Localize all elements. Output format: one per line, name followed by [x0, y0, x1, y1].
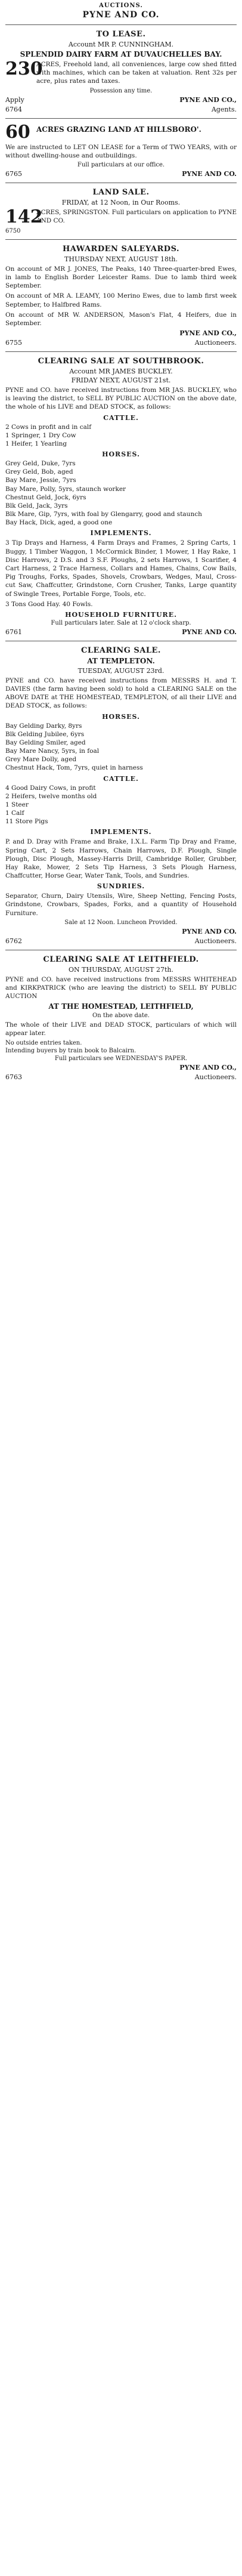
ad-signature	[5, 628, 237, 636]
ad-to-lease	[5, 30, 237, 113]
auction-column	[2, 0, 240, 1087]
ad-body: ACRES, SPRINGSTON. Full particulars on application to PYNE AND CO.	[36, 208, 237, 225]
list-item: Bay Mare, Polly, 5yrs, staunch worker	[5, 485, 126, 493]
ad-code: 6761	[5, 628, 22, 636]
ad-title: ACRES GRAZING LAND AT HILLSBORO'.	[36, 125, 201, 134]
ad-account: Account MR JAMES BUCKLEY.	[69, 367, 173, 376]
ad-subheading: AT TEMPLETON.	[87, 656, 155, 665]
ad-heading: HAWARDEN SALEYARDS.	[62, 244, 180, 254]
section-title: HORSES.	[102, 712, 140, 721]
ad-heading: CLEARING SALE.	[81, 645, 161, 655]
ad-full-particulars: Full particulars see WEDNESDAY'S PAPER.	[54, 1055, 188, 1062]
ad-role: Auctioneers.	[194, 1073, 237, 1081]
ad-code: 6755	[5, 339, 22, 347]
ad-possession: Possession any time.	[89, 87, 153, 94]
ad-place: AT THE HOMESTEAD, LEITHFIELD,	[48, 1002, 194, 1011]
ad-intro: PYNE and CO. have received instructions from MESSRS WHITEHEAD and KIRKPATRICK (who are leaving the district) to SELL BY PUBLIC AUCTION	[5, 975, 237, 1000]
ad-heading: TO LEASE.	[96, 30, 146, 39]
divider	[5, 24, 237, 25]
ad-extra: 3 Tons Good Hay. 40 Fowls.	[5, 600, 93, 608]
divider	[5, 118, 237, 119]
ad-date: TUESDAY, AUGUST 23rd.	[77, 666, 165, 675]
list-item: 2 Cows in profit and in calf	[5, 423, 92, 431]
list-item: Bay Mare, Jessie, 7yrs	[5, 477, 76, 484]
ad-date: ON THURSDAY, AUGUST 27th.	[69, 965, 173, 974]
ad-signature	[5, 1064, 237, 1071]
ad-line: On account of MR J. JONES, The Peaks, 140 Three-quarter-bred Ewes, in lamb to English Border Leicester Rams. Due to lamb third week September.	[5, 265, 237, 290]
acreage-row	[5, 208, 237, 226]
acreage-number: 60	[5, 121, 30, 143]
list-item: Grey Mare Dolly, aged	[5, 756, 77, 764]
ad-role: Agents.	[211, 105, 237, 113]
ad-heading: LAND SALE.	[92, 187, 150, 197]
list-item: Chestnut Hack, Tom, 7yrs, quiet in harness	[5, 764, 143, 772]
ad-signature	[5, 170, 237, 178]
list-item: Chestnut Geld, Jock, 6yrs	[5, 493, 86, 501]
list-item: Bay Gelding Darky, 8yrs	[5, 722, 82, 730]
list-item: Bay Hack, Dick, aged, a good one	[5, 519, 113, 527]
apply-label: Apply	[5, 95, 24, 104]
acreage-number: 142	[5, 206, 43, 227]
firm-name: PYNE AND CO.,	[179, 329, 237, 338]
ad-place-line: On the above date.	[92, 1012, 150, 1020]
list-item: 1 Heifer, 1 Yearling	[5, 440, 67, 447]
section-title: HOUSEHOLD FURNITURE.	[65, 610, 177, 619]
list-item: Bay Gelding Smiler, aged	[5, 739, 86, 746]
implements-list: P. and D. Dray with Frame and Brake, I.X.L. Farm Tip Dray and Frame, Spring Cart, 2 Sets Harrows, Chain Harrows, D.F. Plough, Single Plough, Disc Plough, Massey-Harris Drill, Cambridge Roller, Grubber, Hay Rake, Mower, 2 Sets Tip Harness, 3 Sets Plough Harness, Chaffcutter, Horse Gear, Water Tank, Tools, and Sundries.	[5, 838, 237, 880]
ad-code: 6750	[5, 227, 21, 234]
ad-footer	[5, 937, 237, 945]
firm-name: PYNE AND CO.,	[179, 1063, 237, 1071]
ad-signature	[5, 928, 237, 935]
ad-account: Account MR P. CUNNINGHAM.	[68, 41, 174, 48]
ad-code: 6764	[5, 105, 22, 113]
ad-apply: Full particulars at our office.	[77, 161, 165, 168]
firm-name: PYNE AND CO.	[182, 628, 237, 636]
ad-note: No outside entries taken.	[5, 1039, 82, 1046]
list-item: Blk Gelding Jubilee, 6yrs	[5, 730, 85, 738]
firm-name: PYNE AND CO.	[182, 169, 237, 178]
list-item: Grey Geld, Duke, 7yrs	[5, 460, 76, 468]
section-title: IMPLEMENTS.	[90, 828, 152, 836]
implements-list: 3 Tip Drays and Harness, 4 Farm Drays and Frames, 2 Spring Carts, 1 Buggy, 1 Timber Waggon, 1 McCormick Binder, 1 Mower, 1 Hay Rake, 1 Disc Harrows, 2 D.S. and 3 S.F. Ploughs, 2 sets Harrows, 1 Scarifier, 4 Cart Harness, 2 Trace Harness, Collars and Hames, Chains, Cow Bails, Pig Troughs, Forks, Spades, Shovels, Crowbars, Wedges, Maul, Cross-cut Saw, Chaffcutter, Grindstone, Corn Crusher, Tanks, Large quantity of Swingle Trees, Portable Forge, Tools, etc.	[5, 539, 237, 598]
ad-body: The whole of their LIVE and DEAD STOCK, particulars of which will appear later.	[5, 1021, 237, 1037]
section-title: IMPLEMENTS.	[90, 529, 152, 538]
divider	[5, 351, 237, 352]
section-title: CATTLE.	[103, 413, 139, 422]
ad-footer	[5, 106, 237, 113]
ad-note: Intending buyers by train book to Balcairn.	[5, 1047, 136, 1054]
ad-southbrook	[5, 357, 237, 636]
ad-terms: Sale at 12 Noon. Luncheon Provided.	[64, 919, 178, 926]
ad-leithfield	[5, 955, 237, 1081]
ad-line: On account of MR A. LEAMY, 100 Merino Ewes, due to lamb first week September, to Halfbred Rams.	[5, 292, 237, 308]
ad-terms: Full particulars later. Sale at 12 o'clock sharp.	[51, 619, 191, 626]
firm-name: PYNE AND CO.,	[179, 95, 237, 104]
acreage-row	[5, 123, 237, 141]
ad-date: THURSDAY NEXT, AUGUST 18th.	[64, 255, 178, 263]
ad-body: ACRES, Freehold land, all conveniences, large cow shed fitted with machines, which can be taken at valuation. Rent 32s per acre, plus rates and taxes.	[36, 61, 237, 85]
ad-land-sale	[5, 188, 237, 234]
divider	[5, 239, 237, 240]
section-title: SUNDRIES.	[97, 882, 145, 891]
ad-code: 6763	[5, 1073, 22, 1081]
acreage-number: 230	[5, 58, 43, 79]
ad-heading: CLEARING SALE AT LEITHFIELD.	[43, 955, 199, 964]
acreage-row	[5, 60, 237, 86]
ad-grazing	[5, 123, 237, 178]
ad-code: 6762	[5, 937, 22, 945]
ad-heading: CLEARING SALE AT SOUTHBROOK.	[38, 357, 204, 366]
ad-body: We are instructed to LET ON LEASE for a Term of TWO YEARS, with or without dwelling-house and outbuildings.	[5, 143, 237, 159]
ad-date: FRIDAY NEXT, AUGUST 21st.	[71, 376, 171, 385]
list-item: Blk Geld, Jack, 3yrs	[5, 502, 68, 509]
section-title: CATTLE.	[103, 774, 139, 783]
ad-intro: PYNE and CO. have received instructions from MR JAS. BUCKLEY, who is leaving the district, to SELL BY PUBLIC AUCTION on the above date, the whole of his LIVE and DEAD STOCK, as follows:	[5, 387, 237, 411]
list-item: 1 Calf	[5, 810, 24, 817]
ad-title: SPLENDID DAIRY FARM AT DUVAUCHELLES BAY.	[20, 50, 222, 58]
ad-code: 6765	[5, 169, 22, 178]
list-item: Grey Geld, Bob, aged	[5, 468, 73, 476]
ad-intro: PYNE and CO. have received instructions from MESSRS H. and T. DAVIES (the farm having been sold) to hold a CLEARING SALE on the ABOVE DATE at THE HOMESTEAD, TEMPLETON, of all their LIVE and DEAD STOCK, as follows:	[5, 677, 237, 710]
ad-hawarden	[5, 245, 237, 347]
section-title: HORSES.	[102, 450, 140, 459]
list-item: 2 Heifers, twelve months old	[5, 792, 97, 800]
ad-line: On account of MR W. ANDERSON, Mason's Flat, 4 Heifers, due in September.	[5, 311, 237, 327]
list-item: Blk Mare, Gip, 7yrs, with foal by Glengarry, good and staunch	[5, 511, 202, 518]
firm-name: PYNE AND CO.	[182, 927, 237, 935]
ad-signature	[5, 329, 237, 337]
ad-line: FRIDAY, at 12 Noon, in Our Rooms.	[61, 198, 181, 206]
ad-signature	[5, 96, 237, 104]
ad-role: Auctioneers.	[194, 339, 237, 347]
ad-footer	[5, 339, 237, 347]
section-label: AUCTIONS.	[99, 2, 143, 9]
ad-role: Auctioneers.	[194, 937, 237, 945]
list-item: 4 Good Dairy Cows, in profit	[5, 784, 96, 792]
masthead	[2, 2, 240, 20]
list-item: Bay Mare Nancy, 5yrs, in foal	[5, 748, 100, 755]
list-item: 1 Springer, 1 Dry Cow	[5, 431, 76, 439]
list-item: 1 Steer	[5, 801, 29, 808]
ad-templeton	[5, 646, 237, 945]
list-item: 11 Store Pigs	[5, 818, 48, 826]
sundries-list: Separator, Churn, Dairy Utensils, Wire, Sheep Netting, Fencing Posts, Grindstone, Crowbars, Spades, Forks, and a quantity of Household Furniture.	[5, 892, 237, 917]
ad-footer	[5, 1073, 237, 1081]
firm-name: PYNE AND CO.	[82, 10, 160, 20]
